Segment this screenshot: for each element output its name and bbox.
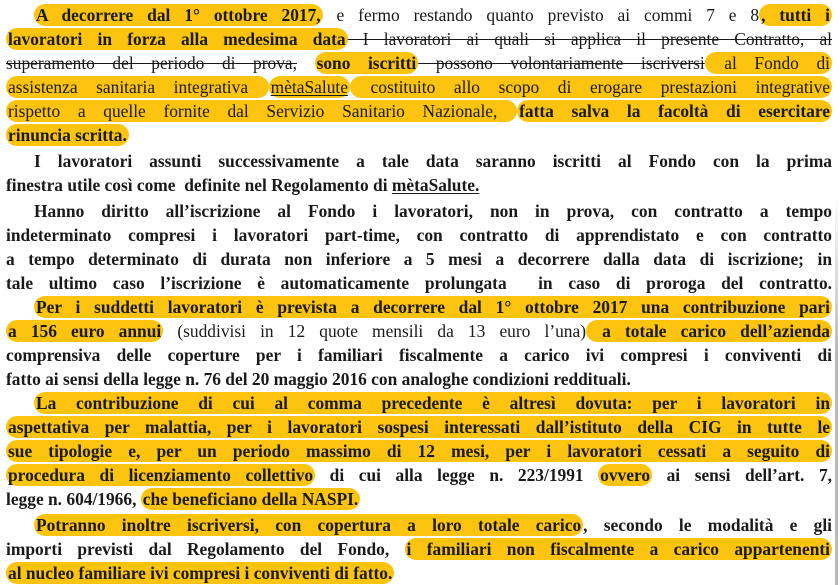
text-span: di cui alla legge n. 223/1991 xyxy=(315,465,599,485)
highlighted-text: , tutti i xyxy=(761,5,830,25)
text-span: importi previsti dal Regolamento del Fondo, xyxy=(6,539,405,559)
text-span: fatto ai sensi della legge n. 76 del 20 maggio 2016 con analoghe condizioni reddituali. xyxy=(6,369,631,389)
highlighted-text: rinuncia scritta. xyxy=(8,125,127,145)
document-line xyxy=(34,392,832,414)
text-span: comprensiva delle coperture per i familiari fiscalmente a carico ivi compresi i conviventi di xyxy=(6,345,832,365)
highlighted-text: al nucleo familiare ivi compresi i conviventi di fatto. xyxy=(8,563,393,583)
document-line xyxy=(6,344,832,366)
struck-text: I lavoratori ai quali si applica il presente Contratto, al xyxy=(347,29,832,49)
document-line xyxy=(6,562,394,584)
struck-text: possono volontariamente iscriversi xyxy=(418,53,705,73)
document-line xyxy=(6,416,832,438)
document-line xyxy=(6,272,832,294)
document-line xyxy=(6,76,832,98)
highlighted-text: sue tipologie e, per un periodo massimo di 12 mesi, per i lavoratori cessati a seguito di xyxy=(8,441,830,461)
highlighted-text: A decorrere dal 1° ottobre 2017, xyxy=(36,5,321,25)
text-span xyxy=(297,53,315,73)
text-span: mètaSalute. xyxy=(391,175,480,195)
document-line xyxy=(34,150,832,172)
document-line xyxy=(6,224,832,246)
highlighted-text: procedura di licenziamento collettivo xyxy=(8,465,314,485)
highlighted-text: rispetto a quelle fornite dal Servizio Sanitario Nazionale, xyxy=(8,101,516,121)
highlighted-text: sono iscritti xyxy=(316,53,417,73)
document-line xyxy=(6,538,832,560)
highlighted-text: i familiari non fiscalmente a carico appartenenti xyxy=(406,539,830,559)
document-line xyxy=(6,28,832,50)
text-span: legge n. 604/1966, xyxy=(6,489,141,509)
highlighted-text: assistenza sanitaria integrativa xyxy=(8,77,267,97)
text-span: , secondo le modalità e gli xyxy=(583,515,832,535)
document-line xyxy=(34,200,832,222)
document-line xyxy=(6,440,832,462)
highlighted-text: fatta salva la facoltà di esercitare xyxy=(519,101,830,121)
highlighted-text: a totale carico dell’azienda xyxy=(588,321,830,341)
highlighted-text: che beneficiano della NASPI. xyxy=(142,489,359,509)
text-span: ai sensi dell’art. 7, xyxy=(652,465,833,485)
text-span: I lavoratori assunti successivamente a tale data saranno iscritti al Fondo con la prima xyxy=(34,151,832,171)
document-line xyxy=(6,248,832,270)
text-span: indeterminato compresi i lavoratori part-time, con contratto di apprendistato e con contratto xyxy=(6,225,832,245)
highlighted-text: Per i suddetti lavoratori è prevista a decorrere dal 1° ottobre 2017 una contribuzione pari xyxy=(36,297,830,317)
document-line xyxy=(6,320,832,342)
highlighted-text: La contribuzione di cui al comma precedente è altresì dovuta: per i lavoratori in xyxy=(36,393,830,413)
document-line xyxy=(6,124,129,146)
text-span: (suddivisi in 12 quote mensili da 13 euro l’una) xyxy=(163,321,587,341)
text-span: finestra utile così come definite nel Regolamento di xyxy=(6,175,392,195)
text-span: a tempo determinato di durata non inferiore a 5 mesi a decorrere dalla data di iscrizione; in xyxy=(6,249,832,269)
document-line xyxy=(6,52,832,74)
scan-shadow-edge xyxy=(835,195,838,585)
document-line xyxy=(6,464,832,486)
highlighted-text: a 156 euro annui xyxy=(8,321,162,341)
highlighted-text: ovvero xyxy=(600,465,651,485)
highlighted-text: aspettativa per malattia, per i lavoratori sospesi interessati dall’istituto della CIG in tutte le xyxy=(8,417,830,437)
highlighted-text: lavoratori in forza alla medesima data xyxy=(8,29,346,49)
highlighted-text: Potranno inoltre iscriversi, con copertura a loro totale carico xyxy=(36,515,582,535)
document-line xyxy=(6,368,631,390)
text-span: tale ultimo caso l’iscrizione è automaticamente prolungata in caso di proroga del contratto. xyxy=(6,273,832,293)
document-line xyxy=(6,488,360,510)
document-line xyxy=(34,4,832,26)
text-span: Hanno diritto all’iscrizione al Fondo i lavoratori, non in prova, con contratto a tempo xyxy=(34,201,832,221)
highlighted-text: mètaSalute xyxy=(270,77,348,97)
document-line xyxy=(6,174,479,196)
struck-text: superamento del periodo di prova, xyxy=(6,53,297,73)
document-line xyxy=(34,514,832,536)
highlighted-text: al Fondo di xyxy=(706,53,830,73)
highlighted-text: costituito allo scopo di erogare prestazioni integrative xyxy=(351,77,830,97)
text-span: e fermo restando quanto previsto ai commi 7 e 8 xyxy=(322,5,760,25)
document-line xyxy=(6,100,832,122)
document-line xyxy=(34,296,832,318)
